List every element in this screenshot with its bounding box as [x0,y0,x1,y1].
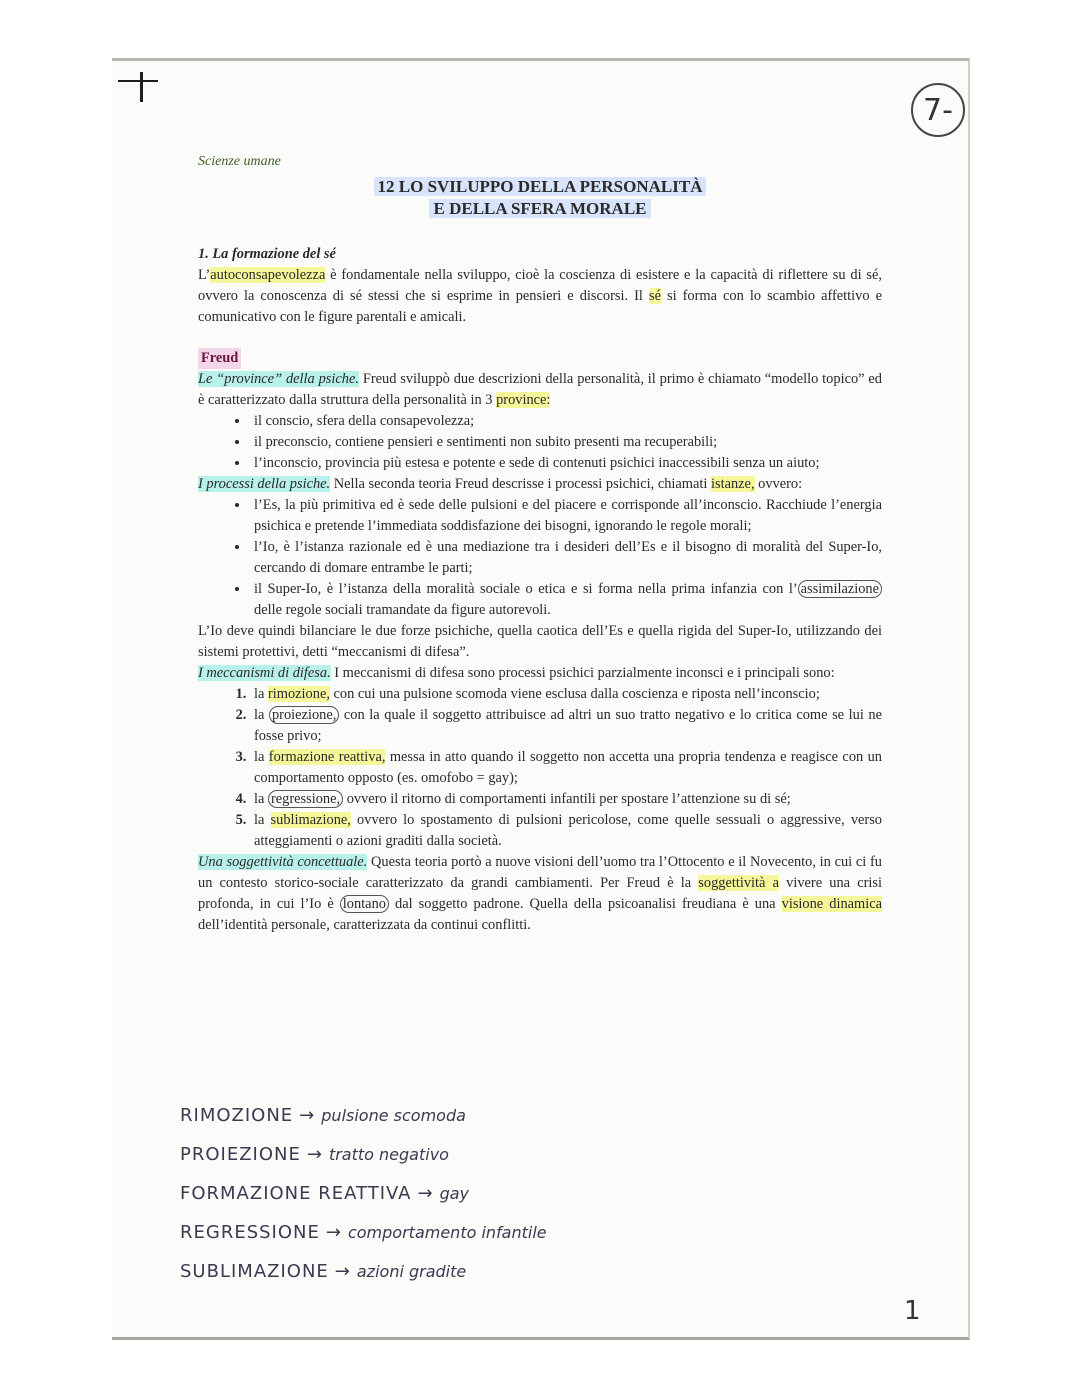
page-tag-circle [908,80,968,140]
note-line: FORMAZIONE REATTIVA → gay [180,1183,470,1204]
page-number: 1 [904,1296,921,1326]
list-item: 3. la formazione reattiva, messa in atto quando il soggetto non accetta una propria tendenza e reagisce con un comportamento opposto (es. omofobo = gay); [250,747,882,789]
instances-list [198,495,882,621]
paragraph-province: Le “province” della psiche. Freud sviluppò due descrizioni della personalità, il primo è chiamato “modello topico” ed è caratterizzato dalla struttura della personalità in 3 province: [198,371,882,408]
title-line-2: E DELLA SFERA MORALE [429,199,650,218]
chapter-title [0,176,1080,220]
freud-heading: Freud [198,348,241,369]
mechanisms-list [198,684,882,852]
title-line-1: 12 LO SVILUPPO DELLA PERSONALITÀ [374,177,707,196]
list-item: • il conscio, sfera della consapevolezza; [250,411,882,432]
arrow-icon: → [334,1261,351,1282]
paragraph-balance: L’Io deve quindi bilanciare le due forze psichiche, quella caotica dell’Es e quella rigida del Super-Io, utilizzando dei sistemi protettivi, detti “meccanismi di difesa”. [198,623,882,660]
pen-mark-horizontal [118,80,158,82]
page-tag-text: 7- [923,92,953,128]
subject-label: Scienze umane [198,154,281,169]
note-line: SUBLIMAZIONE → azioni gradite [180,1261,467,1282]
list-item: • l’inconscio, provincia più estesa e potente e sede di contenuti psichici inaccessibili senza un aiuto; [250,453,882,474]
arrow-icon: → [299,1105,316,1126]
paragraph-processes: I processi della psiche. Nella seconda teoria Freud descrisse i processi psichici, chiamati istanze, ovvero: [198,476,803,492]
list-item: • l’Es, la più primitiva ed è sede delle pulsioni e del piacere e corrisponde all’inconscio. Racchiude l’energia psichica e pretende l’immediata soddisfazione dei bisogni, ignorando le regole morali; [250,495,882,537]
note-line: RIMOZIONE → pulsione scomoda [180,1105,466,1126]
list-item: • l’Io, è l’istanza razionale ed è una mediazione tra i desideri dell’Es e il bisogno di moralità del Super-Io, cercando di domare entrambe le parti; [250,537,882,579]
main-text [198,244,882,936]
pen-mark [140,72,143,102]
handwritten-notes [180,1096,547,1291]
list-item: 5. la sublimazione, ovvero lo spostamento di pulsioni pericolose, come quelle sessuali o aggressive, verso atteggiamenti o azioni graditi dalla società. [250,810,882,852]
arrow-icon: → [417,1183,434,1204]
section-heading: 1. La formazione del sé [198,246,336,262]
list-item: 2. la proiezione, con la quale il soggetto attribuisce ad altri un suo tratto negativo e lo critica come se lui ne fosse privo; [250,705,882,747]
list-item: • il preconscio, contiene pensieri e sentimenti non subito presenti ma recuperabili; [250,432,882,453]
list-item: • il Super-Io, è l’istanza della moralità sociale o etica e si forma nella prima infanzia con l’ assimilazione delle regole sociali tramandate da figure autorevoli. [250,579,882,621]
arrow-icon: → [306,1144,323,1165]
paragraph-subjectivity: Una soggettività concettuale. Questa teoria portò a nuove visioni dell’uomo tra l’Ottocento e il Novecento, in cui ci fu un contesto storico-sociale caratterizzato da grandi cambiamenti. Per Freud è la soggettività a vivere una crisi profonda, in cui l’Io è lontano dal soggetto padrone. Quella della psicoanalisi freudiana è una visione dinamica dell’identità personale, caratterizzata da continui conflitti. [198,854,882,933]
list-item: 1. la rimozione, con cui una pulsione scomoda viene esclusa dalla coscienza e riposta nell’inconscio; [250,684,882,705]
note-line: PROIEZIONE → tratto negativo [180,1144,449,1165]
list-item: 4. la regressione, ovvero il ritorno di comportamenti infantili per spostare l’attenzione su di sé; [250,789,882,810]
note-line: REGRESSIONE → comportamento infantile [180,1222,547,1243]
province-list [198,411,882,474]
arrow-icon: → [325,1222,342,1243]
paragraph-mechanisms: I meccanismi di difesa. I meccanismi di difesa sono processi psichici parzialmente inconsci e i principali sono: [198,665,835,681]
paragraph-self: L’autoconsapevolezza è fondamentale nella sviluppo, cioè la coscienza di esistere e la capacità di riflettere su di sé, ovvero la conoscenza di sé stessi che si esprime in pensieri e discorsi. Il sé si forma con lo scambio affettivo e comunicativo con le figure parentali e amicali. [198,267,882,325]
